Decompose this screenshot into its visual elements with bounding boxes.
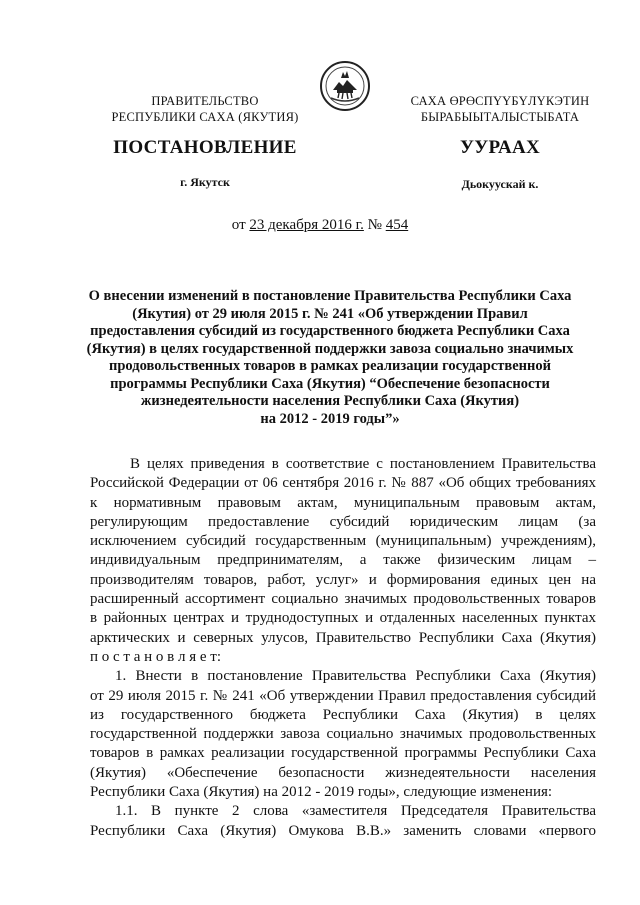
body-line: индивидуальным предпринимателям, а также физическим лицам – bbox=[90, 552, 596, 569]
coat-of-arms-icon bbox=[319, 60, 371, 112]
government-name-sakha bbox=[380, 93, 620, 125]
subject-line: на 2012 - 2019 годы”» bbox=[260, 410, 400, 427]
body-line: (Якутия) «Обеспечение безопасности жизнедеятельности населения bbox=[90, 764, 596, 781]
document-date: 23 декабря 2016 г. bbox=[249, 217, 364, 233]
body-line: государственной поддержки завоза социально значимых продовольственных bbox=[90, 726, 596, 743]
government-name-ru bbox=[95, 93, 315, 125]
number-prefix: № bbox=[363, 217, 386, 233]
subject-line: программы Республики Саха (Якутия) “Обеспечение безопасности bbox=[110, 375, 550, 392]
city-sakha: Дьокуускай к. bbox=[461, 177, 539, 191]
subject-line: (Якутия) от 29 июля 2015 г. № 241 «Об утверждении Правил bbox=[132, 305, 528, 322]
body-line: исключением субсидий государственным (муниципальным) учреждениям), bbox=[90, 533, 596, 550]
city-ru: г. Якутск bbox=[180, 175, 230, 189]
body-line: из государственного бюджета Республики Саха (Якутия) в целях bbox=[90, 706, 596, 723]
government-line: САХА ӨРӨСПҮҮБҮЛҮКЭТИН bbox=[410, 94, 590, 108]
subject-line: (Якутия) в целях государственной поддержки завоза социально значимых bbox=[86, 340, 574, 357]
document-number: 454 bbox=[385, 217, 409, 233]
government-line: РЕСПУБЛИКИ САХА (ЯКУТИЯ) bbox=[111, 110, 299, 124]
date-prefix: от bbox=[231, 217, 250, 233]
body-line: товаров в рамках реализации государственной программы Республики Саха bbox=[90, 745, 596, 762]
body-line: В целях приведения в соответствие с постановлением Правительства bbox=[130, 456, 596, 472]
body-line: от 29 июля 2015 г. № 241 «Об утверждении Правил предоставления субсидий bbox=[90, 687, 596, 704]
document-type-sakha: УУРААХ bbox=[459, 137, 541, 158]
body-line: 1. Внести в постановление Правительства Республики Саха (Якутия) bbox=[115, 668, 596, 685]
body-line: п о с т а н о в л я е т: bbox=[90, 648, 222, 665]
body-line: производителям товаров, работ, услуг» и формирования единых цен на bbox=[90, 571, 596, 588]
body-line: к нормативным правовым актам, муниципальным правовым актам, bbox=[90, 494, 596, 511]
subject-line: жизнедеятельности населения Республики Саха (Якутия) bbox=[140, 393, 520, 409]
subject-line: продовольственных товаров в рамках реализации государственной bbox=[109, 358, 551, 374]
body-line: Республики Саха (Якутия) Омукова В.В.» заменить словами «первого bbox=[90, 822, 596, 839]
body-line: в районных центрах и труднодоступных и отдаленных населенных пунктах bbox=[90, 610, 596, 627]
body-line: арктических и северных улусов, Правительство Республики Саха (Якутия) bbox=[90, 629, 596, 646]
subject-line: предоставления субсидий из государственного бюджета Республики Саха bbox=[90, 323, 570, 339]
body-line: Республики Саха (Якутия) на 2012 - 2019 годы», следующие изменения: bbox=[90, 784, 553, 801]
body-line: регулирующим предоставление субсидий юридическим лицам (за bbox=[90, 513, 596, 530]
document-body bbox=[90, 455, 596, 841]
government-line: ПРАВИТЕЛЬСТВО bbox=[151, 94, 259, 108]
body-line: расширенный ассортимент социально значимых продовольственных товаров bbox=[90, 591, 596, 608]
document-subject bbox=[80, 288, 580, 428]
date-and-number bbox=[0, 217, 640, 234]
government-line: БЫРАБЫЫТАЛЫСТЫБАТА bbox=[420, 110, 580, 124]
subject-line: О внесении изменений в постановление Правительства Республики Саха bbox=[88, 288, 572, 304]
body-line: Российской Федерации от 06 сентября 2016 г. № 887 «Об общих требованиях bbox=[90, 475, 596, 492]
document-type-ru: ПОСТАНОВЛЕНИЕ bbox=[113, 137, 297, 158]
body-line: 1.1. В пункте 2 слова «заместителя Председателя Правительства bbox=[115, 803, 596, 820]
